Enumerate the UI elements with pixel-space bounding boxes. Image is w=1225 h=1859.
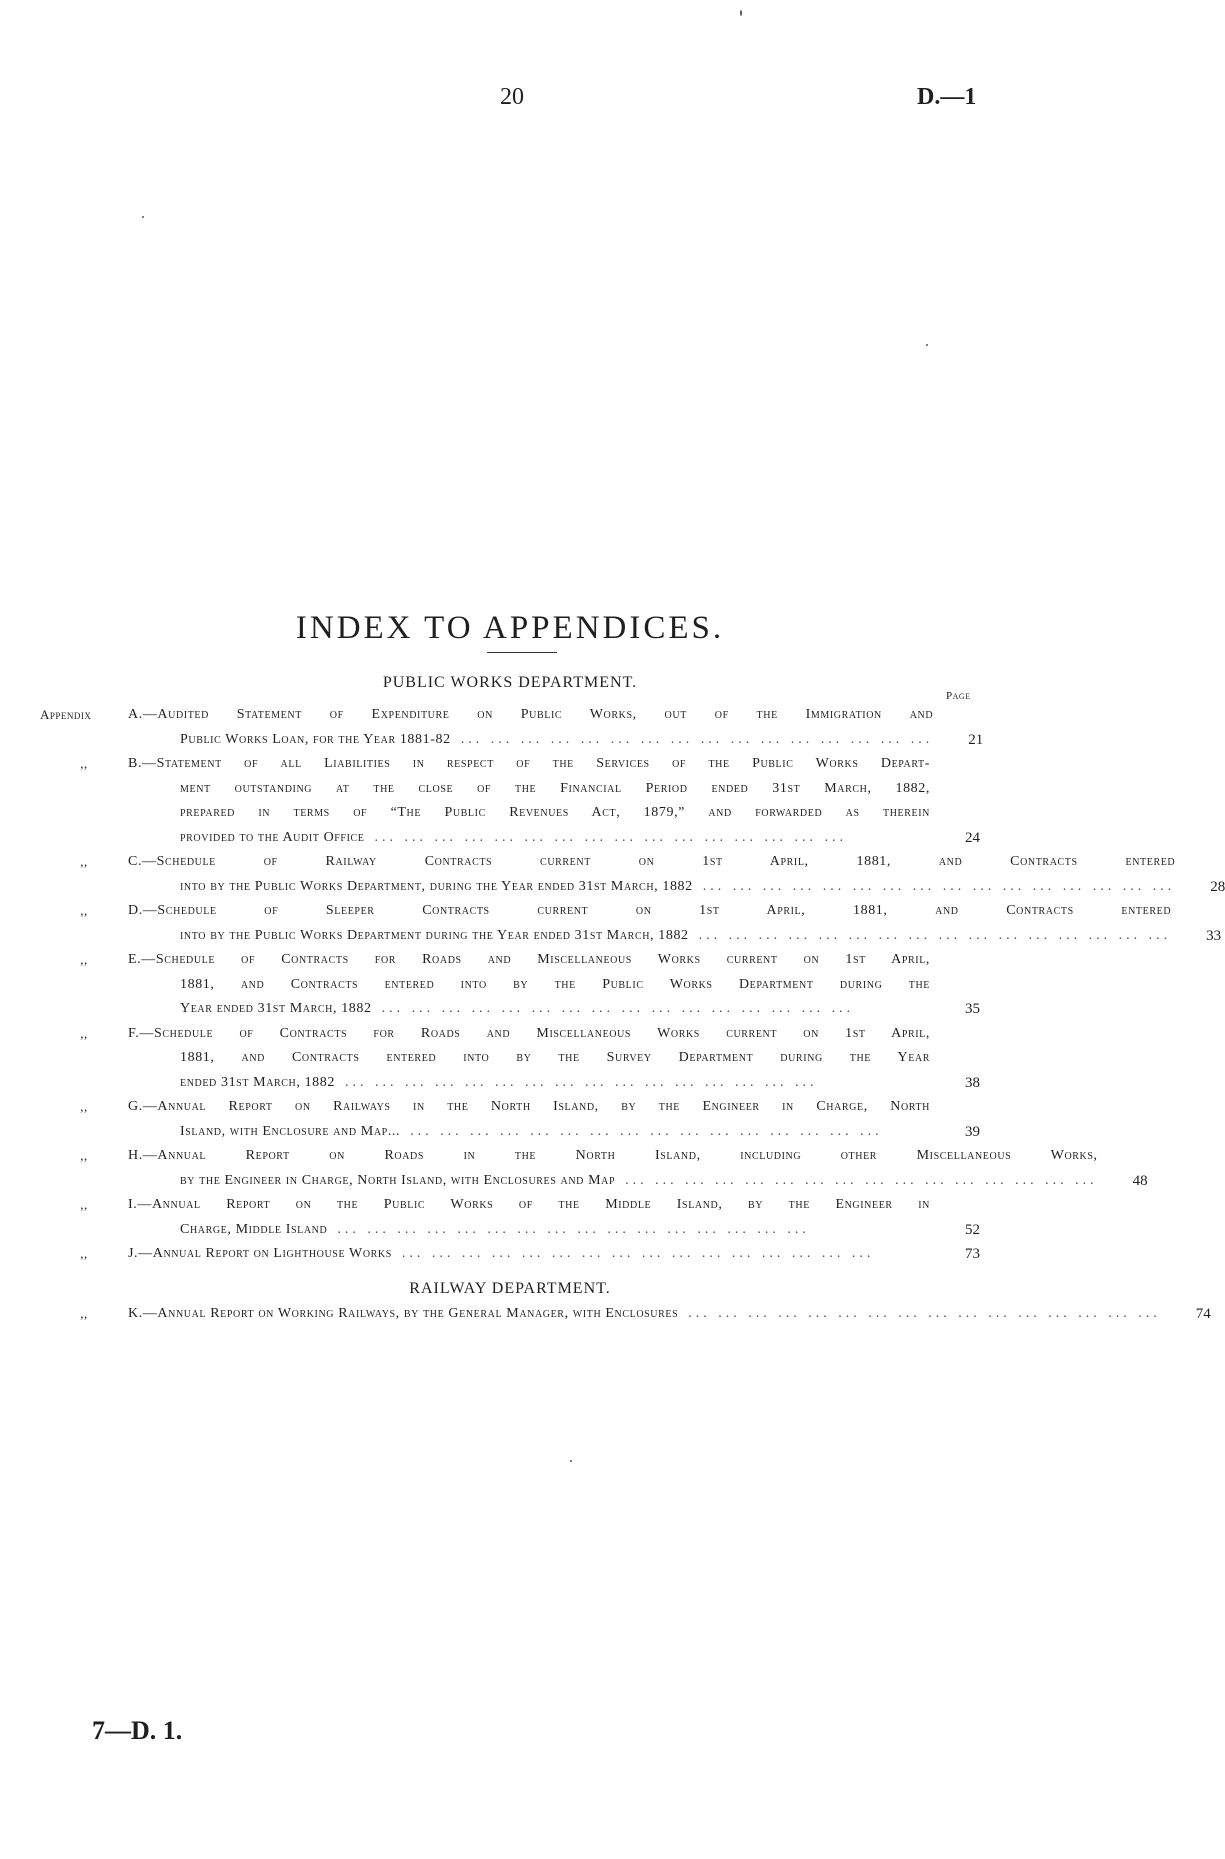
dot-leader: ... ... ... ... ... ... ... ... ... ... ... ... ... ... ... ... (381, 1001, 855, 1016)
footer-signature: 7—D. 1. (92, 1716, 183, 1745)
entry-text-line: K.—Annual Report on Working Railways, by the General Manager, with Enclosures ... ... ... ... ... ... ... ... ... ... ... ... ... ... ... ... (128, 1302, 1161, 1327)
page-number: 20 (500, 84, 524, 110)
dot-leader: ... ... ... ... ... ... ... ... ... ... ... ... ... ... ... ... (401, 1246, 875, 1261)
dot-leader: ... ... ... ... ... ... ... ... ... ... ... ... ... ... ... ... (344, 1074, 818, 1090)
entry-text-line: Island, with Enclosure and Map... ... ... ... ... ... ... ... ... ... ... ... ... ... ... ... ... (128, 1120, 930, 1145)
entry-text-line: ended 31st March, 1882 ... ... ... ... ... ... ... ... ... ... ... ... ... ... ... ... (128, 1071, 930, 1096)
entry-text-line: E.—Schedule of Contracts for Roads and Miscellaneous Works current on 1st April, (128, 952, 930, 967)
ditto-mark: ,, (80, 1306, 88, 1321)
entry-text-line: into by the Public Works Department, during the Year ended 31st March, 1882 ... ... ... ... ... ... ... ... ... ... ... ... ... ... ... ... (128, 875, 1175, 900)
entry-text-line: A.—Audited Statement of Expenditure on Public Works, out of the Immigration and (128, 707, 934, 722)
page-ref: 21 (968, 731, 984, 748)
title-rule (487, 652, 557, 653)
appendix-label: Appendix (40, 707, 92, 722)
dot-leader: ... ... ... ... ... ... ... ... ... ... ... ... ... ... ... ... (460, 731, 934, 747)
appendix-entry (40, 899, 1222, 948)
entry-text-line: I.—Annual Report on the Public Works of the Middle Island, by the Engineer in (128, 1197, 930, 1212)
appendix-entry (40, 1302, 1211, 1327)
section-heading-public-works: PUBLIC WORKS DEPARTMENT. (382, 674, 638, 691)
page-ref: 24 (965, 829, 980, 846)
page-ref: 48 (1132, 1172, 1148, 1189)
document-code: D.—1 (917, 84, 977, 110)
appendix-entry (40, 948, 980, 1022)
page-ref: 74 (1195, 1306, 1211, 1322)
ditto-mark: ,, (80, 756, 88, 771)
ditto-mark: ,, (80, 1148, 88, 1163)
appendix-entry (40, 703, 984, 752)
scan-speck (142, 216, 144, 218)
appendix-entry (40, 1022, 980, 1096)
appendix-entry (40, 1144, 1148, 1193)
dot-leader: ... ... ... ... ... ... ... ... ... ... ... ... ... ... ... ... (702, 878, 1176, 894)
appendix-entry (40, 752, 980, 850)
entry-text-line: Public Works Loan, for the Year 1881-82 ... ... ... ... ... ... ... ... ... ... ... ... ... ... ... ... (128, 728, 933, 753)
public-works-entries (40, 703, 1225, 1267)
entry-text-line: 1881, and Contracts entered into by the Survey Department during the Year (180, 1050, 930, 1065)
ditto-mark: ,, (80, 1246, 88, 1261)
entry-text-line: provided to the Audit Office ... ... ... ... ... ... ... ... ... ... ... ... ... ... ... ... (128, 826, 930, 851)
entry-text-line: H.—Annual Report on Roads in the North Island, including other Miscellaneous Works, (128, 1148, 1098, 1163)
page-column-header: Page (946, 690, 971, 702)
ditto-mark: ,, (80, 952, 88, 967)
dot-leader: ... ... ... ... ... ... ... ... ... ... ... ... ... ... ... ... (698, 927, 1172, 943)
page-ref: 39 (965, 1123, 980, 1140)
scan-speck (926, 344, 928, 346)
page-ref: 33 (1206, 927, 1222, 944)
ditto-mark: ,, (80, 1197, 88, 1212)
dot-leader: ... ... ... ... ... ... ... ... ... ... ... ... ... ... ... ... (337, 1221, 810, 1237)
appendix-entry (40, 1242, 980, 1267)
entry-text-line: ment outstanding at the close of the Financial Period ended 31st March, 1882, (180, 780, 930, 796)
ditto-mark: ,, (80, 1025, 88, 1041)
entry-text-line: Charge, Middle Island ... ... ... ... ... ... ... ... ... ... ... ... ... ... ... ... (128, 1218, 930, 1243)
scan-speck (570, 1460, 572, 1462)
entry-text-line: 1881, and Contracts entered into by the Public Works Department during the (180, 976, 930, 992)
appendix-entry (40, 850, 1225, 899)
entry-text-line: into by the Public Works Department during the Year ended 31st March, 1882 ... ... ... ... ... ... ... ... ... ... ... ... ... ... ... ... (128, 924, 1171, 949)
entry-text-line: B.—Statement of all Liabilities in respect of the Services of the Public Works Depart- (128, 756, 930, 771)
dot-leader: ... ... ... ... ... ... ... ... ... ... ... ... ... ... ... ... (410, 1123, 883, 1139)
page-ref: 28 (1210, 878, 1225, 895)
page-ref: 38 (965, 1074, 980, 1091)
scan-speck (740, 10, 742, 16)
page-ref: 73 (965, 1246, 980, 1262)
dot-leader: ... ... ... ... ... ... ... ... ... ... ... ... ... ... ... ... (688, 1306, 1161, 1321)
dot-leader: ... ... ... ... ... ... ... ... ... ... ... ... ... ... ... ... (625, 1172, 1098, 1188)
ditto-mark: ,, (80, 903, 88, 918)
entry-text-line: F.—Schedule of Contracts for Roads and Miscellaneous Works current on 1st April, (128, 1025, 930, 1041)
entry-text-line: C.—Schedule of Railway Contracts current on 1st April, 1881, and Contracts entered (128, 854, 1176, 869)
section-heading-railway: RAILWAY DEPARTMENT. (409, 1280, 611, 1297)
entry-text-line: prepared in terms of “The Public Revenues Act, 1879,” and forwarded as therein (180, 805, 930, 820)
ditto-mark: ,, (80, 854, 88, 869)
ditto-mark: ,, (80, 1099, 88, 1114)
appendix-entry (40, 1193, 980, 1242)
entry-text-line: by the Engineer in Charge, North Island, with Enclosures and Map ... ... ... ... ... ... ... ... ... ... ... ... ... ... ... ... (128, 1169, 1098, 1194)
entry-text-line: G.—Annual Report on Railways in the North Island, by the Engineer in Charge, North (128, 1099, 930, 1114)
entry-text-line: Year ended 31st March, 1882 ... ... ... ... ... ... ... ... ... ... ... ... ... ... ... ... (128, 997, 930, 1022)
index-title: INDEX TO APPENDICES. (295, 610, 725, 647)
appendix-entry (40, 1095, 980, 1144)
entry-text-line: J.—Annual Report on Lighthouse Works ... ... ... ... ... ... ... ... ... ... ... ... ... ... ... ... (128, 1242, 930, 1267)
railway-entries (40, 1302, 1211, 1327)
dot-leader: ... ... ... ... ... ... ... ... ... ... ... ... ... ... ... ... (374, 829, 848, 845)
entry-text-line: D.—Schedule of Sleeper Contracts current on 1st April, 1881, and Contracts entered (128, 903, 1172, 918)
page-ref: 35 (965, 1001, 980, 1017)
page-ref: 52 (965, 1221, 980, 1238)
